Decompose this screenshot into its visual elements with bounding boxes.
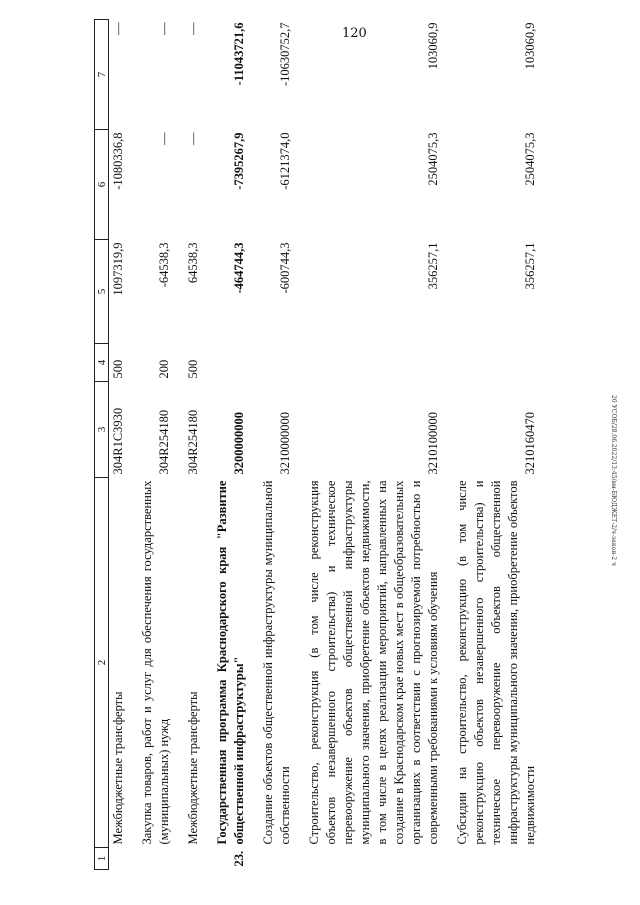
row-number bbox=[259, 848, 295, 870]
row-name: Межбюджетные трансферты bbox=[111, 691, 125, 845]
header-cell: 5 bbox=[95, 240, 109, 344]
table-row bbox=[305, 20, 443, 870]
page-number: 120 bbox=[342, 26, 367, 41]
row-value-col6: -6121374,0 bbox=[278, 132, 292, 190]
row-number bbox=[305, 848, 443, 870]
row-value-col6: -1080336,8 bbox=[111, 132, 125, 190]
row-value-col5: -600744,3 bbox=[278, 242, 292, 294]
row-value-col5: 64538,3 bbox=[186, 242, 200, 284]
row-value-col5: 356257,1 bbox=[426, 242, 440, 290]
row-value-col6: 2504075,3 bbox=[523, 132, 537, 186]
row-number bbox=[184, 848, 203, 870]
header-cell: 1 bbox=[95, 848, 109, 870]
row-code: 304R254180 bbox=[157, 409, 171, 475]
row-code: 3210100000 bbox=[426, 412, 440, 475]
header-cell: 7 bbox=[95, 20, 109, 130]
table-row bbox=[138, 20, 174, 870]
row-number bbox=[138, 848, 174, 870]
row-code: 3200000000 bbox=[232, 412, 246, 475]
row-number bbox=[109, 848, 129, 870]
row-number bbox=[453, 848, 540, 870]
row-value-col7: -11043721,6 bbox=[232, 22, 246, 86]
row-value-col6: 2504075,3 bbox=[426, 132, 440, 186]
row-value-col7: -10630752,7 bbox=[278, 22, 292, 87]
row-value-col7: — bbox=[157, 22, 171, 35]
row-code: 304R254180 bbox=[186, 409, 200, 475]
row-number: 23. bbox=[232, 850, 246, 867]
row-type: 500 bbox=[186, 359, 200, 379]
row-name: Государственная программа Краснодарского края "Развитие общественной инфраструктуры" bbox=[215, 480, 246, 845]
table-row bbox=[184, 20, 203, 870]
row-type bbox=[453, 344, 540, 382]
row-name: Создание объектов общественной инфраструктуры муниципальной собственности bbox=[261, 480, 292, 845]
row-code: 304R1C3930 bbox=[111, 407, 125, 475]
table-row bbox=[109, 20, 129, 870]
table-header-row bbox=[95, 20, 109, 870]
header-cell: 2 bbox=[95, 478, 109, 848]
header-cell: 3 bbox=[95, 382, 109, 478]
row-type bbox=[305, 344, 443, 382]
row-type bbox=[213, 344, 249, 382]
row-type: 500 bbox=[111, 359, 125, 379]
row-value-col6: -7395267,9 bbox=[232, 132, 246, 190]
row-value-col7: 103060,9 bbox=[426, 22, 440, 70]
table-row bbox=[259, 20, 295, 870]
header-cell: 4 bbox=[95, 344, 109, 382]
budget-table-rotated bbox=[94, 20, 612, 870]
row-value-col5: -64538,3 bbox=[157, 242, 171, 288]
header-cell: 6 bbox=[95, 130, 109, 240]
row-type bbox=[259, 344, 295, 382]
side-stamp-text: 20 УСОБ/28.06.2022/13:45/вм-БЮДЖЕТ-2/ч-закон-2 ч bbox=[609, 394, 617, 566]
table-row bbox=[213, 20, 249, 870]
table-row bbox=[453, 20, 540, 870]
row-name: Строительство, реконструкция (в том числе реконструкция объектов незавершенного строительства) и техническое перевооружение объектов общественной инфраструктуры муниципального значения, приобретение объектов недвижимости, в том числе в целях реализации мероприятий, направленных на создание в Краснодарском крае новых мест в общеобразовательных организациях в соответствии с прогнозируемой потребностью и современными требованиями к условиям обучения bbox=[307, 480, 440, 845]
row-value-col5: -464744,3 bbox=[232, 242, 246, 294]
row-value-col7: — bbox=[186, 22, 200, 35]
row-name: Закупка товаров, работ и услуг для обеспечения государственных (муниципальных) нужд bbox=[140, 480, 171, 845]
row-type: 200 bbox=[157, 359, 171, 379]
row-name: Межбюджетные трансферты bbox=[186, 691, 200, 845]
row-name: Субсидии на строительство, реконструкцию (в том числе реконструкцию объектов незавершенного строительства) и техническое перевооружение объектов общественной инфраструктуры муниципального значения, приобретение объектов недвижимости bbox=[455, 480, 537, 845]
budget-table bbox=[94, 19, 540, 870]
row-code: 3210000000 bbox=[278, 412, 292, 475]
row-value-col7: — bbox=[111, 22, 125, 35]
row-value-col6: — bbox=[186, 132, 200, 145]
row-value-col6: — bbox=[157, 132, 171, 145]
row-code: 3210160470 bbox=[523, 412, 537, 475]
row-value-col5: 356257,1 bbox=[523, 242, 537, 290]
row-value-col7: 103060,9 bbox=[523, 22, 537, 70]
row-value-col5: 1097319,9 bbox=[111, 242, 125, 296]
